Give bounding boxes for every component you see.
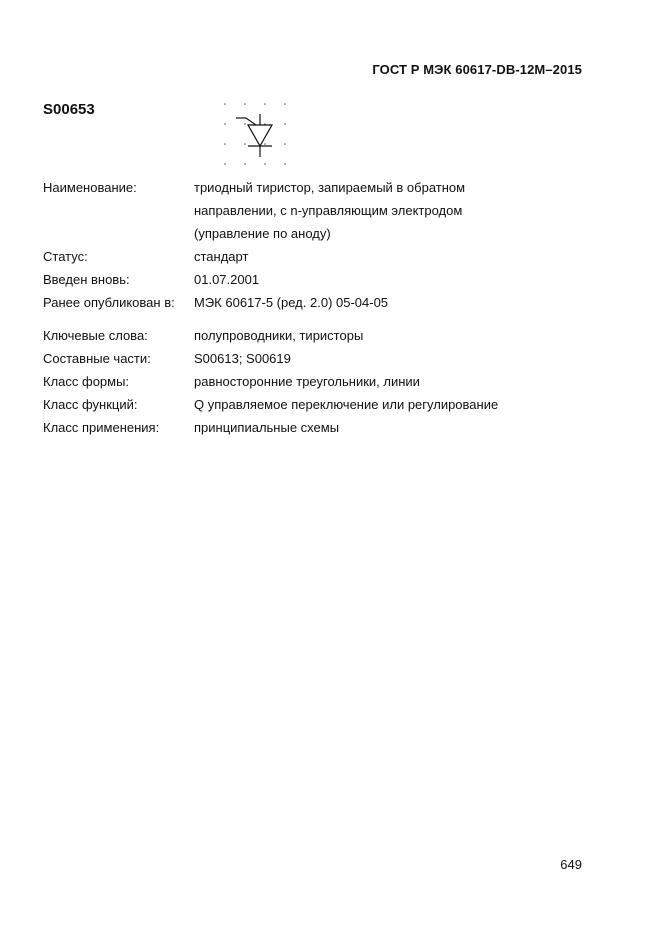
field-value: S00613; S00619 <box>194 351 291 366</box>
field-label: Класс формы: <box>43 374 130 389</box>
field-label: Класс функций: <box>43 397 138 412</box>
field-value-line: направлении, с n-управляющим электродом <box>194 203 463 218</box>
field-value: принципиальные схемы <box>194 420 340 435</box>
symbol-code: S00653 <box>43 101 95 118</box>
field-value: МЭК 60617-5 (ред. 2.0) 05-04-05 <box>194 295 389 310</box>
field-label: Наименование: <box>43 180 137 195</box>
thyristor-symbol-icon <box>222 101 288 167</box>
field-label: Статус: <box>43 249 88 264</box>
thyristor-lines <box>236 114 272 157</box>
field-label: Класс применения: <box>43 420 160 435</box>
page-number: 649 <box>560 857 582 872</box>
field-value: Q управляемое переключение или регулирование <box>194 397 499 412</box>
document-header: ГОСТ Р МЭК 60617-DB-12M–2015 <box>372 62 582 77</box>
field-value: равносторонние треугольники, линии <box>194 374 420 389</box>
field-label: Составные части: <box>43 351 151 366</box>
field-value: стандарт <box>194 249 249 264</box>
grid-dots <box>224 103 286 165</box>
field-label: Ключевые слова: <box>43 328 148 343</box>
field-value-line: (управление по аноду) <box>194 226 331 241</box>
field-value-line: триодный тиристор, запираемый в обратном <box>194 180 466 195</box>
field-value: полупроводники, тиристоры <box>194 328 364 343</box>
field-label: Введен вновь: <box>43 272 130 287</box>
field-value: 01.07.2001 <box>194 272 260 287</box>
field-label: Ранее опубликован в: <box>43 295 175 310</box>
